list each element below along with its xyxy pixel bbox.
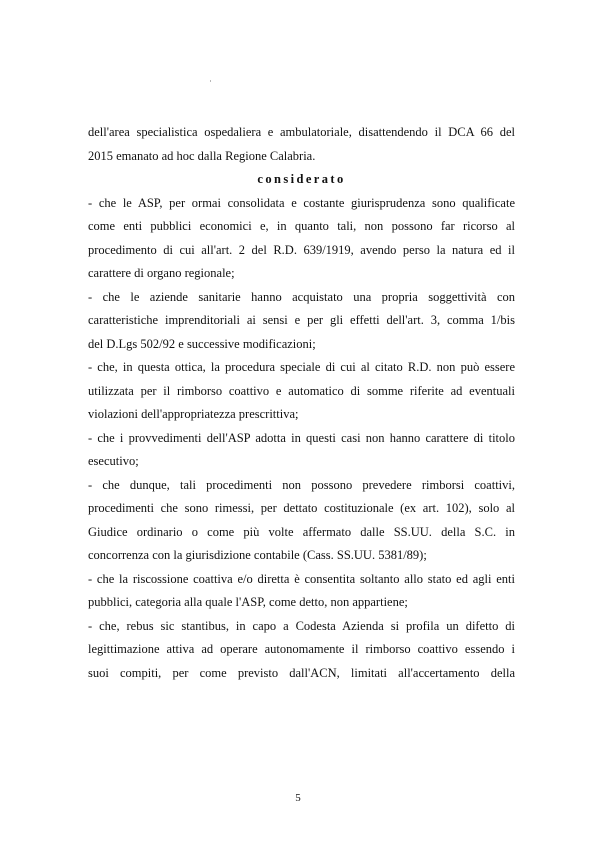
section-heading: considerato — [257, 172, 346, 186]
text-line: Giudice ordinario o come più volte affermato dalle SS.UU. della S.C. in — [88, 524, 515, 539]
text-line: esecutivo; — [88, 454, 139, 468]
text-line: - che la riscossione coattiva e/o diretta è consentita soltanto allo stato ed agli enti — [88, 571, 515, 586]
text-line: violazioni dell'appropriatezza prescrittiva; — [88, 407, 299, 421]
text-line: suoi compiti, per come previsto dall'ACN, limitati all'accertamento della — [88, 665, 515, 680]
text-line: pubblici, categoria alla quale l'ASP, come detto, non appartiene; — [88, 595, 408, 609]
text-line: caratteristiche imprenditoriali ai sensi e per gli effetti dell'art. 3, comma 1/bis — [88, 313, 515, 327]
text-line: - che i provvedimenti dell'ASP adotta in questi casi non hanno carattere di titolo — [88, 430, 515, 445]
scan-mark — [210, 80, 211, 82]
body-text — [88, 121, 515, 685]
text-line: concorrenza con la giurisdizione contabile (Cass. SS.UU. 5381/89); — [88, 548, 427, 562]
text-line: carattere di organo regionale; — [88, 266, 235, 280]
text-line: del D.Lgs 502/92 e successive modificazioni; — [88, 336, 316, 351]
text-line: - che dunque, tali procedimenti non possono prevedere rimborsi coattivi, — [88, 477, 515, 492]
text-line: legittimazione attiva ad operare autonomamente il rimborso coattivo essendo i — [88, 642, 515, 656]
text-line: - che, in questa ottica, la procedura speciale di cui al citato R.D. non può essere — [88, 360, 515, 374]
text-line: 2015 emanato ad hoc dalla Regione Calabria. — [88, 148, 316, 163]
page-number: 5 — [295, 792, 301, 804]
text-line: procedimento di cui all'art. 2 del R.D. 639/1919, avendo perso la natura ed il — [88, 242, 515, 257]
text-line: - che, rebus sic stantibus, in capo a Codesta Azienda si profila un difetto di — [88, 618, 515, 633]
text-line: utilizzata per il rimborso coattivo e automatico di somme riferite ad eventuali — [88, 383, 515, 398]
text-line: procedimenti che sono rimessi, per dettato costituzionale (ex art. 102), solo al — [88, 501, 515, 515]
text-line: - che le aziende sanitarie hanno acquistato una propria soggettività con — [88, 289, 515, 304]
text-line: come enti pubblici economici e, in quanto tali, non possono far ricorso al — [88, 219, 515, 233]
text-line: dell'area specialistica ospedaliera e ambulatoriale, disattendendo il DCA 66 del — [88, 125, 515, 139]
text-line: - che le ASP, per ormai consolidata e costante giurisprudenza sono qualificate — [88, 195, 515, 210]
